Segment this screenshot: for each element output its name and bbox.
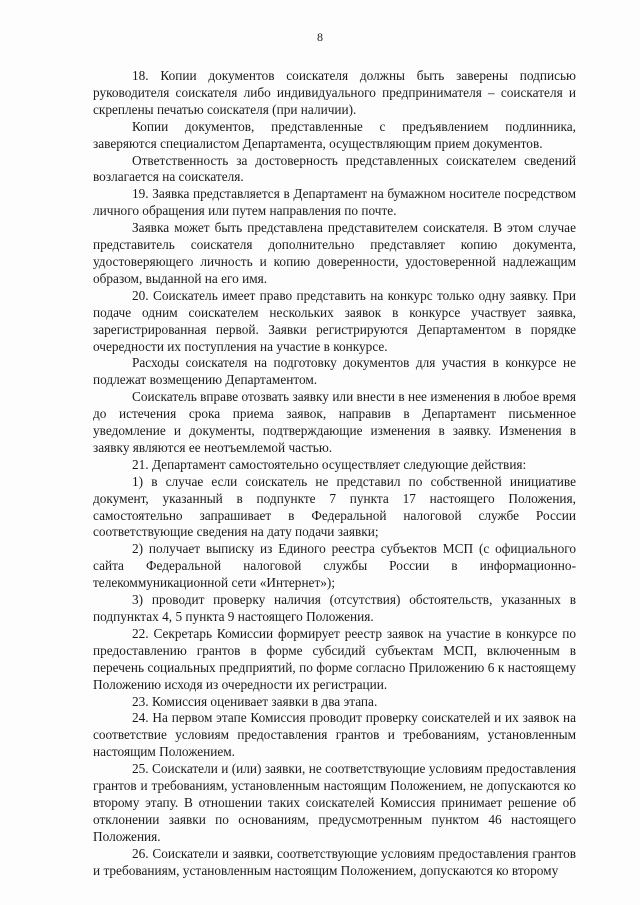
paragraph-18-copies-certification: 18. Копии документов соискателя должны быть заверены подписью руководителя соискателя либо индивидуального предпринимателя – соискателя и скреплены печатью соискателя (при наличии). <box>93 68 576 117</box>
list-item-3-check-circumstances: 3) проводит проверку наличия (отсутствия) обстоятельств, указанных в подпунктах 4, 5 пункта 9 настоящего Положения. <box>93 592 576 624</box>
paragraph-19-submission: 19. Заявка представляется в Департамент на бумажном носителе посредством личного обращения или путем направления по почте. <box>93 186 576 219</box>
list-item-1-tax-request: 1) в случае если соискатель не представил по собственной инициативе документ, указанный в подпункте 7 пункта 17 настоящего Положения, самостоятельно запрашивает в Федеральной налоговой службе России соответствующие сведения на дату подачи заявки; <box>93 473 576 540</box>
paragraph-representative: Заявка может быть представлена представителем соискателя. В этом случае представитель соискателя дополнительно представляет копию документа, удостоверяющего личность и копию доверенности, удостоверенной надлежащим образом, выданной на его имя. <box>93 220 576 286</box>
paragraph-25-rejection: 25. Соискатели и (или) заявки, не соответствующие условиям предоставления грантов и требованиям, установленным настоящим Положением, не допускаются ко второму этапу. В отношении таких соискателей Комиссия принимает решение об отклонении заявки по основаниям, предусмотренным пунктом 46 настоящего Положения. <box>93 761 576 844</box>
paragraph-24-first-stage: 24. На первом этапе Комиссия проводит проверку соискателей и их заявок на соответствие условиям предоставления грантов и требованиям, установленным настоящим Положением. <box>93 710 576 760</box>
page-number: 8 <box>317 30 323 44</box>
paragraph-copies-with-original: Копии документов, представленные с предъявлением подлинника, заверяются специалистом Департамента, осуществляющим прием документов. <box>93 118 576 151</box>
paragraph-23-two-stages: 23. Комиссия оценивает заявки в два этапа. <box>132 693 378 709</box>
document-body <box>93 68 576 880</box>
list-item-2-registry-extract: 2) получает выписку из Единого реестра субъектов МСП (с официального сайта Федеральной налоговой службы России в информационно-телекоммуникационной сети «Интернет»); <box>93 541 576 591</box>
paragraph-26-second-stage: 26. Соискатели и заявки, соответствующие условиям предоставления грантов и требованиям, установленным настоящим Положением, допускаются ко второму <box>93 845 576 878</box>
paragraph-20-one-application: 20. Соискатель имеет право представить на конкурс только одну заявку. При подаче одним соискателем нескольких заявок в конкурсе участвует заявка, зарегистрированная первой. Заявки регистрируются Департаментом в порядке очередности их поступления на участие в конкурсе. <box>93 287 576 354</box>
paragraph-22-registry: 22. Секретарь Комиссии формирует реестр заявок на участие в конкурсе по предоставлению грантов в форме субсидий субъектам МСП, включенным в перечень социальных предприятий, по форме согласно Приложению 6 к настоящему Положению исходя из очередности их регистрации. <box>93 625 576 692</box>
paragraph-expenses: Расходы соискателя на подготовку документов для участия в конкурсе не подлежат возмещению Департаментом. <box>93 355 576 388</box>
paragraph-responsibility: Ответственность за достоверность представленных соискателем сведений возлагается на соискателя. <box>93 152 576 185</box>
paragraph-withdrawal: Соискатель вправе отозвать заявку или внести в нее изменения в любое время до истечения срока приема заявок, направив в Департамент письменное уведомление и документы, подтверждающие изменения в заявку. Изменения в заявку являются ее неотъемлемой частью. <box>93 389 576 455</box>
paragraph-21-department-actions: 21. Департамент самостоятельно осуществляет следующие действия: <box>132 456 527 472</box>
